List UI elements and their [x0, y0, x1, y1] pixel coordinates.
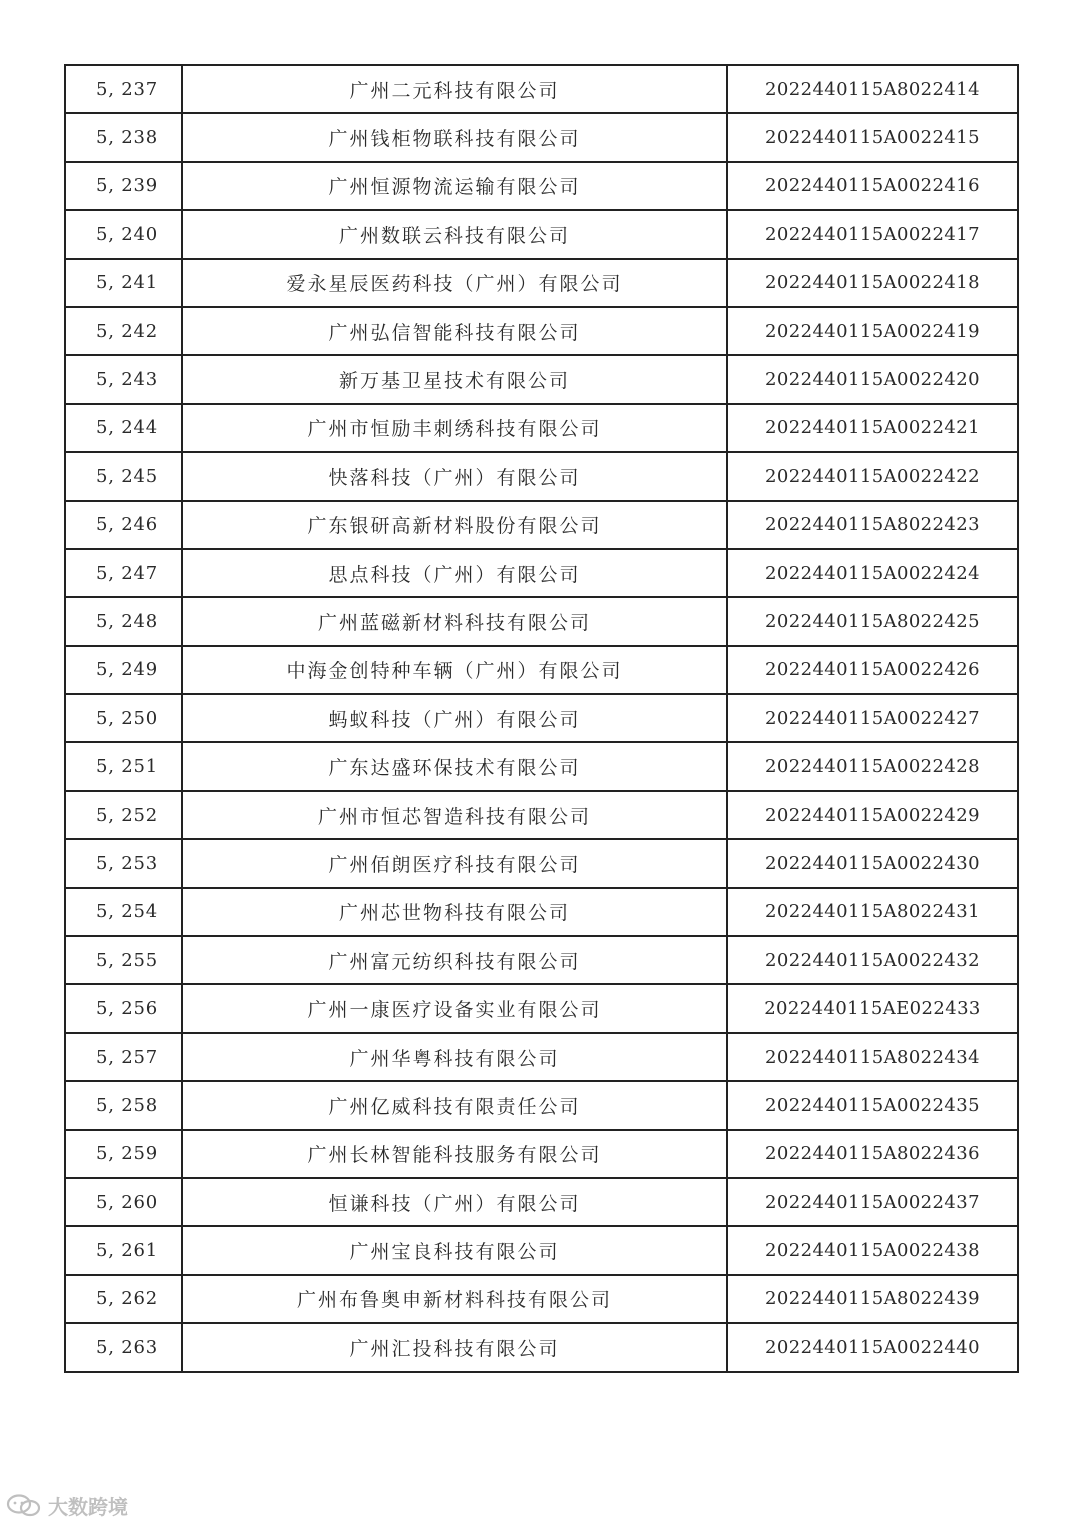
- company-name: 广州长林智能科技服务有限公司: [182, 1130, 727, 1178]
- registration-code: 2022440115A8022434: [727, 1033, 1018, 1081]
- row-number: 5, 251: [65, 742, 182, 790]
- table-row: [65, 113, 1018, 161]
- company-name: 广东银研高新材料股份有限公司: [182, 501, 727, 549]
- registration-code: 2022440115A0022420: [727, 355, 1018, 403]
- table-row: [65, 549, 1018, 597]
- registry-table-body: [65, 65, 1018, 1372]
- table-row: [65, 1275, 1018, 1323]
- table-row: [65, 404, 1018, 452]
- registration-code: 2022440115A8022439: [727, 1275, 1018, 1323]
- table-row: [65, 452, 1018, 500]
- company-name: 广州亿威科技有限责任公司: [182, 1081, 727, 1129]
- row-number: 5, 250: [65, 694, 182, 742]
- registration-code: 2022440115A0022417: [727, 210, 1018, 258]
- registration-code: 2022440115A8022414: [727, 65, 1018, 113]
- registration-code: 2022440115A0022424: [727, 549, 1018, 597]
- company-name: 广州恒源物流运输有限公司: [182, 162, 727, 210]
- registration-code: 2022440115A8022425: [727, 597, 1018, 645]
- table-row: [65, 839, 1018, 887]
- row-number: 5, 237: [65, 65, 182, 113]
- row-number: 5, 259: [65, 1130, 182, 1178]
- registration-code: 2022440115A0022435: [727, 1081, 1018, 1129]
- row-number: 5, 239: [65, 162, 182, 210]
- company-name: 广州富元纺织科技有限公司: [182, 936, 727, 984]
- registration-code: 2022440115A0022440: [727, 1323, 1018, 1371]
- table-row: [65, 646, 1018, 694]
- company-name: 广州市恒励丰刺绣科技有限公司: [182, 404, 727, 452]
- row-number: 5, 255: [65, 936, 182, 984]
- table-row: [65, 162, 1018, 210]
- table-row: [65, 1081, 1018, 1129]
- company-name: 中海金创特种车辆（广州）有限公司: [182, 646, 727, 694]
- table-row: [65, 259, 1018, 307]
- row-number: 5, 247: [65, 549, 182, 597]
- company-name: 广州二元科技有限公司: [182, 65, 727, 113]
- company-name: 新万基卫星技术有限公司: [182, 355, 727, 403]
- registration-code: 2022440115A8022431: [727, 888, 1018, 936]
- row-number: 5, 245: [65, 452, 182, 500]
- table-row: [65, 307, 1018, 355]
- company-registry-table: [64, 64, 1019, 1373]
- row-number: 5, 252: [65, 791, 182, 839]
- company-name: 爱永星辰医药科技（广州）有限公司: [182, 259, 727, 307]
- company-name: 广州钱柜物联科技有限公司: [182, 113, 727, 161]
- table-row: [65, 936, 1018, 984]
- row-number: 5, 238: [65, 113, 182, 161]
- company-name: 广州市恒芯智造科技有限公司: [182, 791, 727, 839]
- row-number: 5, 256: [65, 984, 182, 1032]
- registration-code: 2022440115A0022415: [727, 113, 1018, 161]
- registration-code: 2022440115A0022422: [727, 452, 1018, 500]
- registration-code: 2022440115A0022430: [727, 839, 1018, 887]
- row-number: 5, 262: [65, 1275, 182, 1323]
- company-name: 广州佰朗医疗科技有限公司: [182, 839, 727, 887]
- row-number: 5, 248: [65, 597, 182, 645]
- table-row: [65, 742, 1018, 790]
- registration-code: 2022440115A0022421: [727, 404, 1018, 452]
- company-name: 思点科技（广州）有限公司: [182, 549, 727, 597]
- watermark-text: 大数跨境: [48, 1495, 128, 1519]
- row-number: 5, 254: [65, 888, 182, 936]
- company-name: 广州蓝磁新材料科技有限公司: [182, 597, 727, 645]
- registration-code: 2022440115A0022438: [727, 1226, 1018, 1274]
- registration-code: 2022440115A0022429: [727, 791, 1018, 839]
- table-row: [65, 501, 1018, 549]
- row-number: 5, 241: [65, 259, 182, 307]
- wechat-logo-icon: [6, 1494, 42, 1518]
- row-number: 5, 258: [65, 1081, 182, 1129]
- row-number: 5, 243: [65, 355, 182, 403]
- registration-code: 2022440115A8022436: [727, 1130, 1018, 1178]
- company-name: 广州芯世物科技有限公司: [182, 888, 727, 936]
- company-name: 恒谦科技（广州）有限公司: [182, 1178, 727, 1226]
- company-name: 广东达盛环保技术有限公司: [182, 742, 727, 790]
- table-row: [65, 1033, 1018, 1081]
- registration-code: 2022440115A0022427: [727, 694, 1018, 742]
- table-row: [65, 1323, 1018, 1371]
- registration-code: 2022440115A0022416: [727, 162, 1018, 210]
- table-row: [65, 1178, 1018, 1226]
- registration-code: 2022440115A0022418: [727, 259, 1018, 307]
- row-number: 5, 249: [65, 646, 182, 694]
- row-number: 5, 244: [65, 404, 182, 452]
- row-number: 5, 246: [65, 501, 182, 549]
- company-name: 蚂蚁科技（广州）有限公司: [182, 694, 727, 742]
- watermark: [6, 1491, 128, 1520]
- table-row: [65, 65, 1018, 113]
- row-number: 5, 257: [65, 1033, 182, 1081]
- table-row: [65, 984, 1018, 1032]
- company-name: 广州汇投科技有限公司: [182, 1323, 727, 1371]
- company-name: 广州布鲁奥申新材料科技有限公司: [182, 1275, 727, 1323]
- registration-code: 2022440115A8022423: [727, 501, 1018, 549]
- registration-code: 2022440115A0022437: [727, 1178, 1018, 1226]
- row-number: 5, 261: [65, 1226, 182, 1274]
- row-number: 5, 260: [65, 1178, 182, 1226]
- row-number: 5, 253: [65, 839, 182, 887]
- company-name: 快落科技（广州）有限公司: [182, 452, 727, 500]
- table-row: [65, 210, 1018, 258]
- row-number: 5, 240: [65, 210, 182, 258]
- row-number: 5, 263: [65, 1323, 182, 1371]
- table-row: [65, 791, 1018, 839]
- registration-code: 2022440115A0022426: [727, 646, 1018, 694]
- row-number: 5, 242: [65, 307, 182, 355]
- registration-code: 2022440115A0022419: [727, 307, 1018, 355]
- table-row: [65, 888, 1018, 936]
- table-row: [65, 1226, 1018, 1274]
- company-name: 广州宝良科技有限公司: [182, 1226, 727, 1274]
- registration-code: 2022440115A0022432: [727, 936, 1018, 984]
- table-row: [65, 355, 1018, 403]
- company-name: 广州华粤科技有限公司: [182, 1033, 727, 1081]
- table-row: [65, 694, 1018, 742]
- registration-code: 2022440115A0022428: [727, 742, 1018, 790]
- company-name: 广州一康医疗设备实业有限公司: [182, 984, 727, 1032]
- registration-code: 2022440115AE022433: [727, 984, 1018, 1032]
- company-name: 广州弘信智能科技有限公司: [182, 307, 727, 355]
- table-row: [65, 597, 1018, 645]
- company-name: 广州数联云科技有限公司: [182, 210, 727, 258]
- table-row: [65, 1130, 1018, 1178]
